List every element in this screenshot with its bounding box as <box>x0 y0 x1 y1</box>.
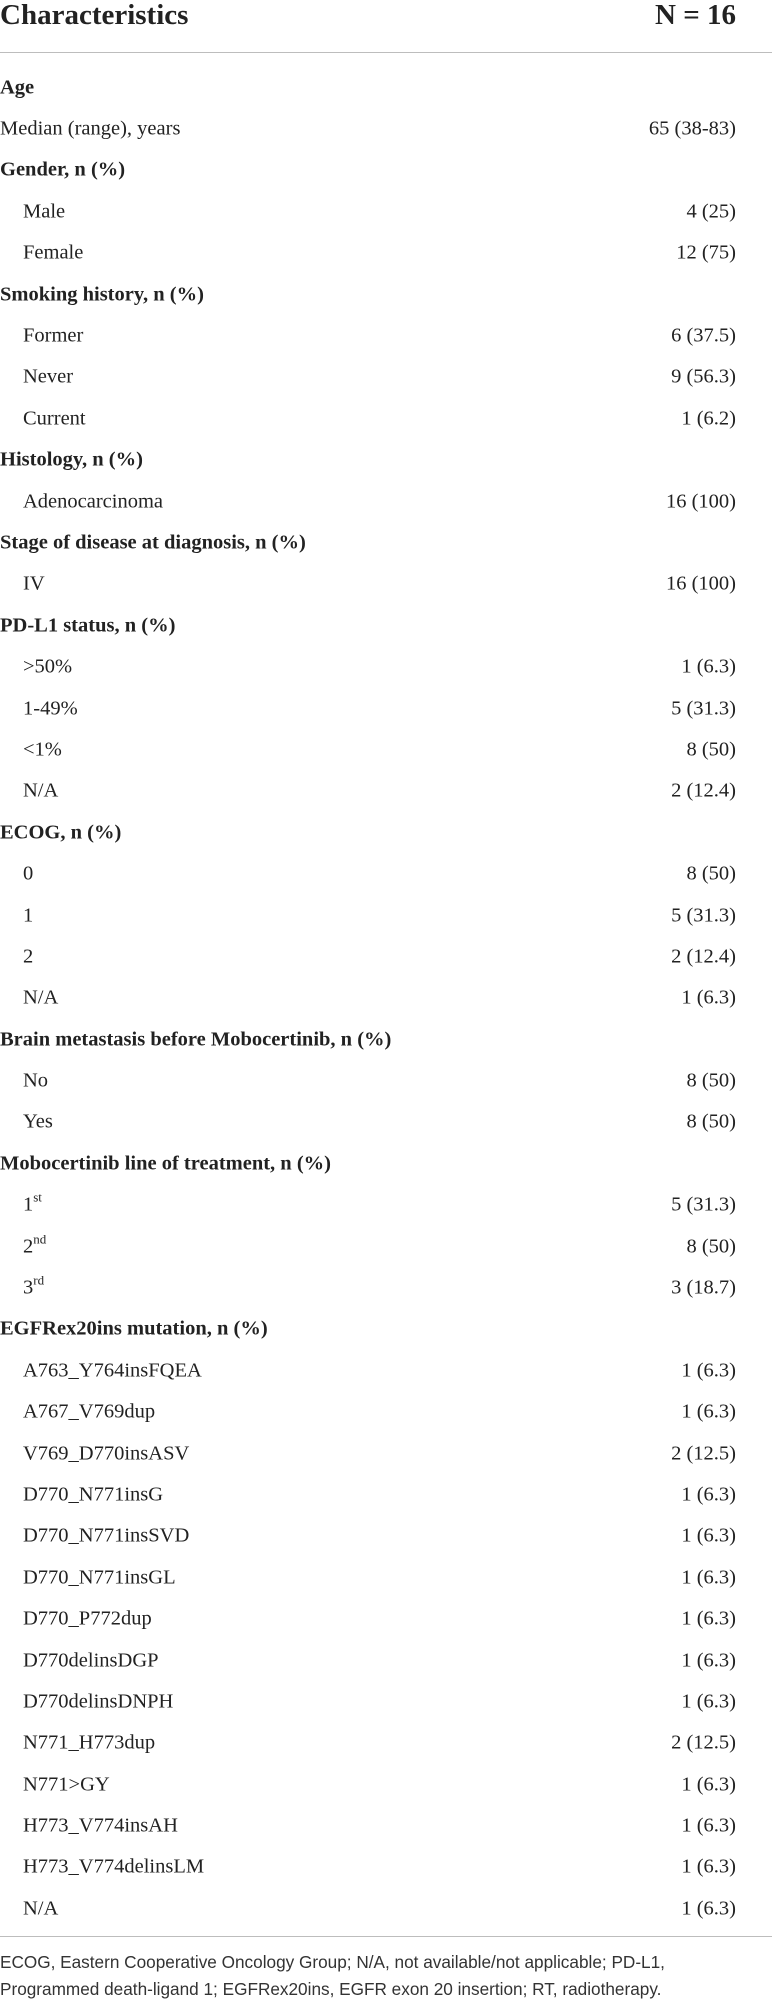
row-value: 1 (6.3) <box>681 1897 736 1920</box>
table-row <box>0 646 772 687</box>
row-label-text: EGFRex20ins mutation, n (%) <box>0 1317 268 1340</box>
section-label <box>0 1028 391 1051</box>
table-row <box>0 1598 772 1639</box>
table-row <box>0 398 772 439</box>
table-row <box>0 1267 772 1308</box>
row-label-text: <1% <box>23 738 62 761</box>
table-row <box>0 1433 772 1474</box>
row-value: 4 (25) <box>686 200 736 223</box>
row-label-text: N/A <box>23 1897 59 1920</box>
section-label <box>0 531 306 554</box>
row-label <box>23 987 58 1010</box>
row-label-text: V769_D770insASV <box>23 1442 190 1465</box>
footnote-line-2: Programmed death-ligand 1; EGFRex20ins, EGFR exon 20 insertion; RT, radiotherapy. <box>0 1978 662 1999</box>
row-label <box>23 945 33 968</box>
row-value: 1 (6.3) <box>681 1359 736 1382</box>
row-value: 2 (12.4) <box>671 779 736 802</box>
row-value: 1 (6.3) <box>681 1400 736 1423</box>
table-row <box>0 978 772 1019</box>
row-label <box>23 1525 189 1548</box>
row-label-text: Female <box>23 241 84 264</box>
row-label-text: N771_H773dup <box>23 1731 156 1754</box>
row-value: 2 (12.4) <box>671 945 736 968</box>
row-value: 1 (6.3) <box>681 1773 736 1796</box>
row-label-text: Never <box>23 365 74 388</box>
table-row <box>0 1474 772 1515</box>
row-label-text: PD-L1 status, n (%) <box>0 614 176 637</box>
row-label-text: D770_P772dup <box>23 1607 152 1630</box>
row-label-text: A763_Y764insFQEA <box>23 1359 202 1382</box>
row-label <box>23 1856 204 1879</box>
row-label-text: 2 <box>23 945 34 968</box>
row-label-text: 1 <box>23 904 34 926</box>
table-row <box>0 357 772 398</box>
table-row <box>0 1185 772 1226</box>
table-footnote <box>0 1937 772 2003</box>
row-value: 6 (37.5) <box>671 324 736 347</box>
row-label-text: 3 <box>23 1276 34 1299</box>
table-row <box>0 1764 772 1805</box>
row-label-text: H773_V774insAH <box>23 1814 178 1837</box>
row-label-text: A767_V769dup <box>23 1400 156 1423</box>
table-row <box>0 1805 772 1846</box>
row-value: 16 (100) <box>665 572 736 595</box>
table-row <box>0 1681 772 1722</box>
row-label <box>23 1897 58 1920</box>
section-label <box>0 614 175 637</box>
section-label <box>0 1318 268 1341</box>
row-label-text: Former <box>23 324 84 347</box>
row-label <box>23 1070 48 1093</box>
row-value: 3 (18.7) <box>671 1276 736 1299</box>
row-label-text: Brain metastasis before Mobocertinib, n (%) <box>0 1028 392 1051</box>
row-value: 1 (6.3) <box>681 1524 736 1547</box>
row-label-text: Current <box>23 407 86 430</box>
header-n: N = 16 <box>655 0 736 31</box>
row-label-text: Mobocertinib line of treatment, n (%) <box>0 1152 331 1175</box>
row-label <box>23 697 78 720</box>
table-row <box>0 1640 772 1681</box>
row-label-text: IV <box>23 572 45 595</box>
table-row <box>0 729 772 770</box>
row-label-text: 2 <box>23 1235 34 1258</box>
row-label-text: Gender, n (%) <box>0 158 126 181</box>
row-label <box>23 1189 42 1217</box>
ordinal-suffix: nd <box>33 1231 47 1247</box>
table-row <box>0 481 772 522</box>
header-characteristics: Characteristics <box>0 0 189 31</box>
row-value: 16 (100) <box>665 490 736 513</box>
row-label <box>23 1608 152 1631</box>
row-label-text: 1 <box>23 1193 34 1216</box>
table-row <box>0 936 772 977</box>
row-label-text: 0 <box>23 862 34 885</box>
row-value: 8 (50) <box>686 1235 736 1258</box>
table-row <box>0 895 772 936</box>
row-value: 1 (6.2) <box>681 407 736 430</box>
row-label-text: D770delinsDNPH <box>23 1690 174 1713</box>
row-value: 9 (56.3) <box>671 365 736 388</box>
table-row <box>0 688 772 729</box>
row-label <box>23 1401 155 1424</box>
row-value: 1 (6.3) <box>681 1855 736 1878</box>
row-label <box>23 863 33 886</box>
row-label <box>23 1483 163 1506</box>
row-value: 5 (31.3) <box>671 1193 736 1216</box>
row-label <box>23 366 73 389</box>
row-value: 1 (6.3) <box>681 1483 736 1506</box>
table-row <box>0 1060 772 1101</box>
table-row <box>0 1888 772 1929</box>
row-label-text: Stage of disease at diagnosis, n (%) <box>0 531 306 554</box>
section-label <box>0 159 125 182</box>
row-label <box>23 1815 178 1838</box>
row-value: 8 (50) <box>686 1110 736 1133</box>
row-label <box>23 242 83 265</box>
row-label <box>23 1649 159 1672</box>
row-label-text: Smoking history, n (%) <box>0 283 204 306</box>
table-header <box>0 0 772 53</box>
table-row <box>0 315 772 356</box>
row-label <box>23 325 83 348</box>
section-header-row <box>0 440 772 481</box>
row-label-text: No <box>23 1069 49 1092</box>
table-row <box>0 1557 772 1598</box>
section-header-row <box>0 150 772 191</box>
row-label <box>23 573 45 596</box>
section-header-row <box>0 605 772 646</box>
table-row <box>0 1516 772 1557</box>
table-row <box>0 108 772 149</box>
table-row <box>0 233 772 274</box>
ordinal-suffix: rd <box>33 1272 45 1288</box>
row-value: 1 (6.3) <box>681 1607 736 1630</box>
row-label-text: Histology, n (%) <box>0 448 143 471</box>
row-label <box>23 904 33 927</box>
row-label-text: ECOG, n (%) <box>0 821 122 844</box>
row-value: 2 (12.5) <box>671 1442 736 1465</box>
section-header-row <box>0 1309 772 1350</box>
table-row <box>0 1723 772 1764</box>
section-header-row <box>0 812 772 853</box>
row-value: 8 (50) <box>686 862 736 885</box>
row-value: 1 (6.3) <box>681 1814 736 1837</box>
row-label <box>23 780 58 803</box>
section-header-row <box>0 1019 772 1060</box>
row-value: 8 (50) <box>686 1069 736 1092</box>
row-label-text: Male <box>23 200 66 223</box>
section-label <box>0 283 204 306</box>
row-value: 1 (6.3) <box>681 1566 736 1589</box>
ordinal-suffix: st <box>33 1189 42 1205</box>
row-label <box>23 490 163 513</box>
row-label-text: H773_V774delinsLM <box>23 1855 205 1878</box>
table-row <box>0 1392 772 1433</box>
row-value: 8 (50) <box>686 738 736 761</box>
table-body <box>0 53 772 1930</box>
row-label <box>23 1359 202 1382</box>
table-row <box>0 1350 772 1391</box>
row-label <box>23 1773 110 1796</box>
section-header-row <box>0 1143 772 1184</box>
row-label-text: Age <box>0 76 35 99</box>
table-row <box>0 1847 772 1888</box>
section-label <box>0 1152 331 1175</box>
section-label <box>0 76 34 99</box>
row-value: 1 (6.3) <box>681 986 736 1009</box>
row-value: 1 (6.3) <box>681 1690 736 1713</box>
row-label-text: Median (range), years <box>0 117 181 140</box>
row-label <box>23 656 72 679</box>
footnote-line-1: ECOG, Eastern Cooperative Oncology Group; N/A, not available/not applicable; PD-L1, <box>0 1951 665 1972</box>
row-value: 1 (6.3) <box>681 1649 736 1672</box>
row-label <box>23 1442 189 1465</box>
row-label <box>23 1231 47 1258</box>
section-header-row <box>0 522 772 563</box>
row-label <box>23 1272 45 1300</box>
row-label <box>23 1690 173 1713</box>
section-label <box>0 449 143 472</box>
row-label-text: D770_N771insG <box>23 1483 164 1506</box>
section-label <box>0 821 121 844</box>
table-row <box>0 1102 772 1143</box>
row-label-text: N/A <box>23 779 59 802</box>
row-value: 65 (38-83) <box>648 117 736 140</box>
table-row <box>0 191 772 232</box>
row-label <box>0 118 180 141</box>
row-label-text: N771>GY <box>23 1773 110 1796</box>
row-value: 2 (12.5) <box>671 1731 736 1754</box>
section-header-row <box>0 274 772 315</box>
row-label-text: Yes <box>23 1110 53 1133</box>
row-label-text: D770delinsDGP <box>23 1649 159 1672</box>
row-label <box>23 200 65 223</box>
row-value: 5 (31.3) <box>671 904 736 926</box>
row-label <box>23 738 62 761</box>
table-row <box>0 771 772 812</box>
row-label <box>23 1566 176 1589</box>
row-label-text: >50% <box>23 655 73 678</box>
row-label <box>23 1111 53 1134</box>
row-value: 1 (6.3) <box>681 655 736 678</box>
row-label-text: Adenocarcinoma <box>23 490 164 513</box>
row-label-text: D770_N771insGL <box>23 1566 176 1589</box>
section-header-row <box>0 67 772 108</box>
row-label-text: D770_N771insSVD <box>23 1524 190 1547</box>
row-value: 5 (31.3) <box>671 697 736 720</box>
table-row <box>0 853 772 894</box>
table-row <box>0 1226 772 1267</box>
row-label <box>23 1732 155 1755</box>
row-label <box>23 407 86 430</box>
row-label-text: N/A <box>23 986 59 1009</box>
table-row <box>0 564 772 605</box>
row-value: 12 (75) <box>676 241 736 264</box>
row-label-text: 1-49% <box>23 697 78 720</box>
